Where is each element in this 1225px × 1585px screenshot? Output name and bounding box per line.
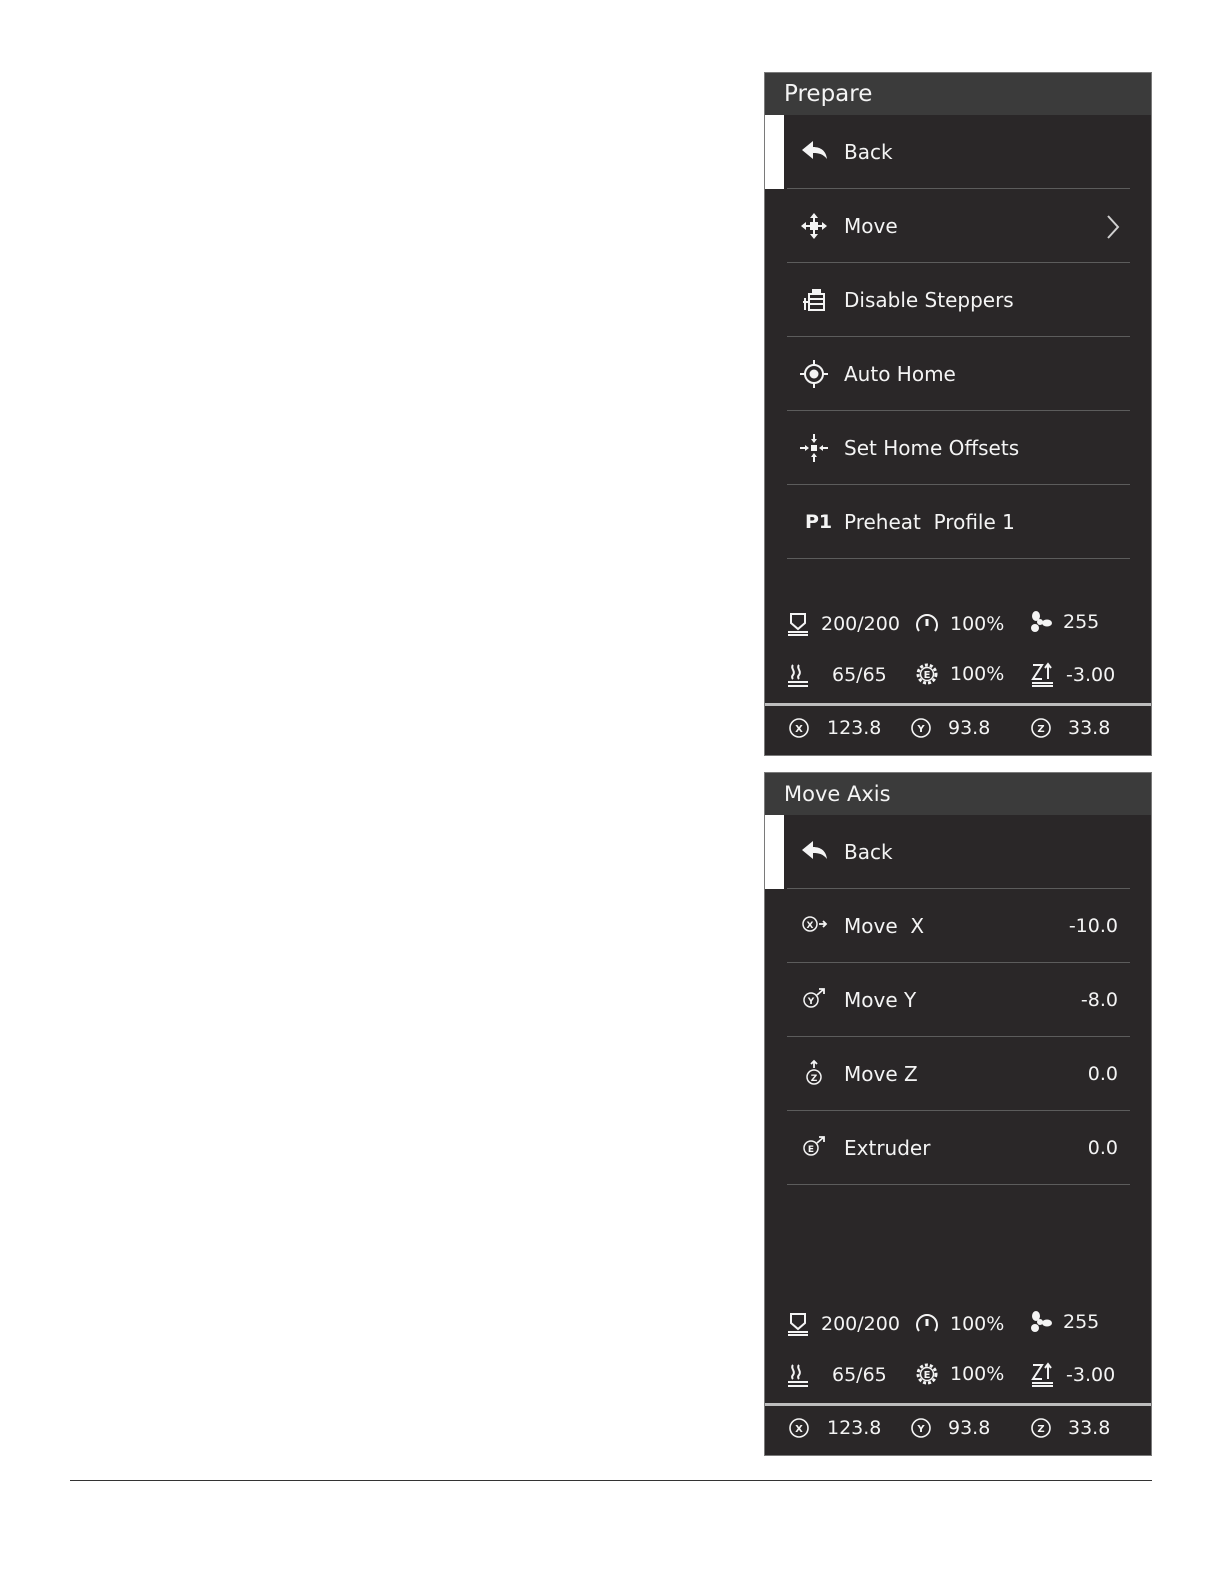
z-position-status: Z 33.8 (1030, 1417, 1110, 1439)
status-divider (765, 1403, 1151, 1406)
flow-rate-status: E 100% (914, 661, 1004, 687)
screen-title: Prepare (765, 73, 1151, 115)
fan-icon (1027, 1309, 1053, 1335)
menu-item-preheat-profile-1[interactable] (765, 485, 1151, 559)
menu-item-label: Disable Steppers (844, 288, 1014, 312)
z-axis-move-icon (799, 1059, 829, 1089)
prepare-screen (764, 72, 1152, 756)
svg-text:X: X (795, 724, 803, 735)
move-y-value: -8.0 (1080, 989, 1118, 1011)
feed-rate-status: 100% (914, 611, 1004, 637)
x-axis-icon (788, 717, 810, 739)
menu-item-move-x[interactable] (765, 889, 1151, 963)
x-axis-move-icon (799, 911, 829, 941)
back-arrow-icon (799, 137, 829, 167)
menu-item-label: Back (844, 840, 893, 864)
flow-rate-status: E 100% (914, 1361, 1004, 1387)
menu-item-label: Move X (844, 914, 925, 938)
heated-bed-icon (785, 1362, 811, 1388)
status-divider (765, 703, 1151, 706)
nozzle-temp-status: 200/200 (785, 1311, 900, 1337)
bed-temp-status: 65/65 (785, 1362, 887, 1388)
feed-rate-status: 100% (914, 1311, 1004, 1337)
y-position-status: Y 93.8 (910, 717, 990, 739)
menu-item-label: Preheat Profile 1 (844, 510, 1015, 534)
stepper-icon (799, 285, 829, 315)
move-axis-screen (764, 772, 1152, 1456)
x-axis-icon (788, 1417, 810, 1439)
extruder-move-icon (799, 1133, 829, 1163)
fan-speed-status: 255 (1027, 609, 1099, 635)
z-offset-status: -3.00 (1030, 662, 1115, 688)
y-axis-icon (910, 717, 932, 739)
menu-item-move-z[interactable] (765, 1037, 1151, 1111)
svg-text:Y: Y (917, 724, 925, 735)
menu-item-move[interactable] (765, 189, 1151, 263)
menu-item-extruder[interactable] (765, 1111, 1151, 1185)
menu-item-move-y[interactable] (765, 963, 1151, 1037)
z-position-status: Z 33.8 (1030, 717, 1110, 739)
back-arrow-icon (799, 837, 829, 867)
heated-bed-icon (785, 662, 811, 688)
profile-badge: P1 (805, 511, 833, 533)
nozzle-icon (785, 611, 811, 637)
menu-item-back[interactable] (765, 115, 1151, 189)
nozzle-icon (785, 1311, 811, 1337)
offsets-icon (799, 433, 829, 463)
fan-speed-status: 255 (1027, 1309, 1099, 1335)
svg-text:E: E (923, 670, 931, 681)
z-axis-icon (1030, 1417, 1052, 1439)
x-position-status: X 123.8 (788, 717, 881, 739)
chevron-right-icon (1105, 213, 1121, 241)
menu-item-disable-steppers[interactable] (765, 263, 1151, 337)
extruder-gear-icon (914, 1361, 940, 1387)
home-target-icon (799, 359, 829, 389)
svg-text:E: E (923, 1370, 931, 1381)
svg-text:Z: Z (810, 1074, 818, 1084)
svg-text:X: X (795, 1424, 803, 1435)
menu-item-label: Back (844, 140, 893, 164)
svg-text:E: E (807, 1145, 815, 1155)
svg-text:Z: Z (1037, 724, 1045, 735)
screen-title: Move Axis (765, 773, 1151, 815)
z-offset-icon (1030, 1362, 1056, 1388)
svg-text:Y: Y (807, 997, 815, 1007)
svg-text:X: X (806, 921, 814, 931)
move-x-value: -10.0 (1068, 915, 1118, 937)
extruder-value: 0.0 (1087, 1137, 1118, 1159)
menu-item-label: Move Z (844, 1062, 918, 1086)
gauge-icon (914, 611, 940, 637)
y-axis-icon (910, 1417, 932, 1439)
menu-item-back[interactable] (765, 815, 1151, 889)
z-offset-status: -3.00 (1030, 1362, 1115, 1388)
z-axis-icon (1030, 717, 1052, 739)
bed-temp-status: 65/65 (785, 662, 887, 688)
svg-text:Y: Y (917, 1424, 925, 1435)
svg-text:Z: Z (1037, 1424, 1045, 1435)
y-position-status: Y 93.8 (910, 1417, 990, 1439)
nozzle-temp-status: 200/200 (785, 611, 900, 637)
menu-item-label: Extruder (844, 1136, 931, 1160)
gauge-icon (914, 1311, 940, 1337)
menu-item-label: Auto Home (844, 362, 956, 386)
menu-item-label: Move (844, 214, 898, 238)
y-axis-move-icon (799, 985, 829, 1015)
z-offset-icon (1030, 662, 1056, 688)
page-divider (70, 1480, 1152, 1481)
x-position-status: X 123.8 (788, 1417, 881, 1439)
menu-item-auto-home[interactable] (765, 337, 1151, 411)
extruder-gear-icon (914, 661, 940, 687)
fan-icon (1027, 609, 1053, 635)
menu-item-label: Set Home Offsets (844, 436, 1020, 460)
move-z-value: 0.0 (1087, 1063, 1118, 1085)
menu-item-label: Move Y (844, 988, 917, 1012)
menu-item-set-home-offsets[interactable] (765, 411, 1151, 485)
move-icon (799, 211, 829, 241)
